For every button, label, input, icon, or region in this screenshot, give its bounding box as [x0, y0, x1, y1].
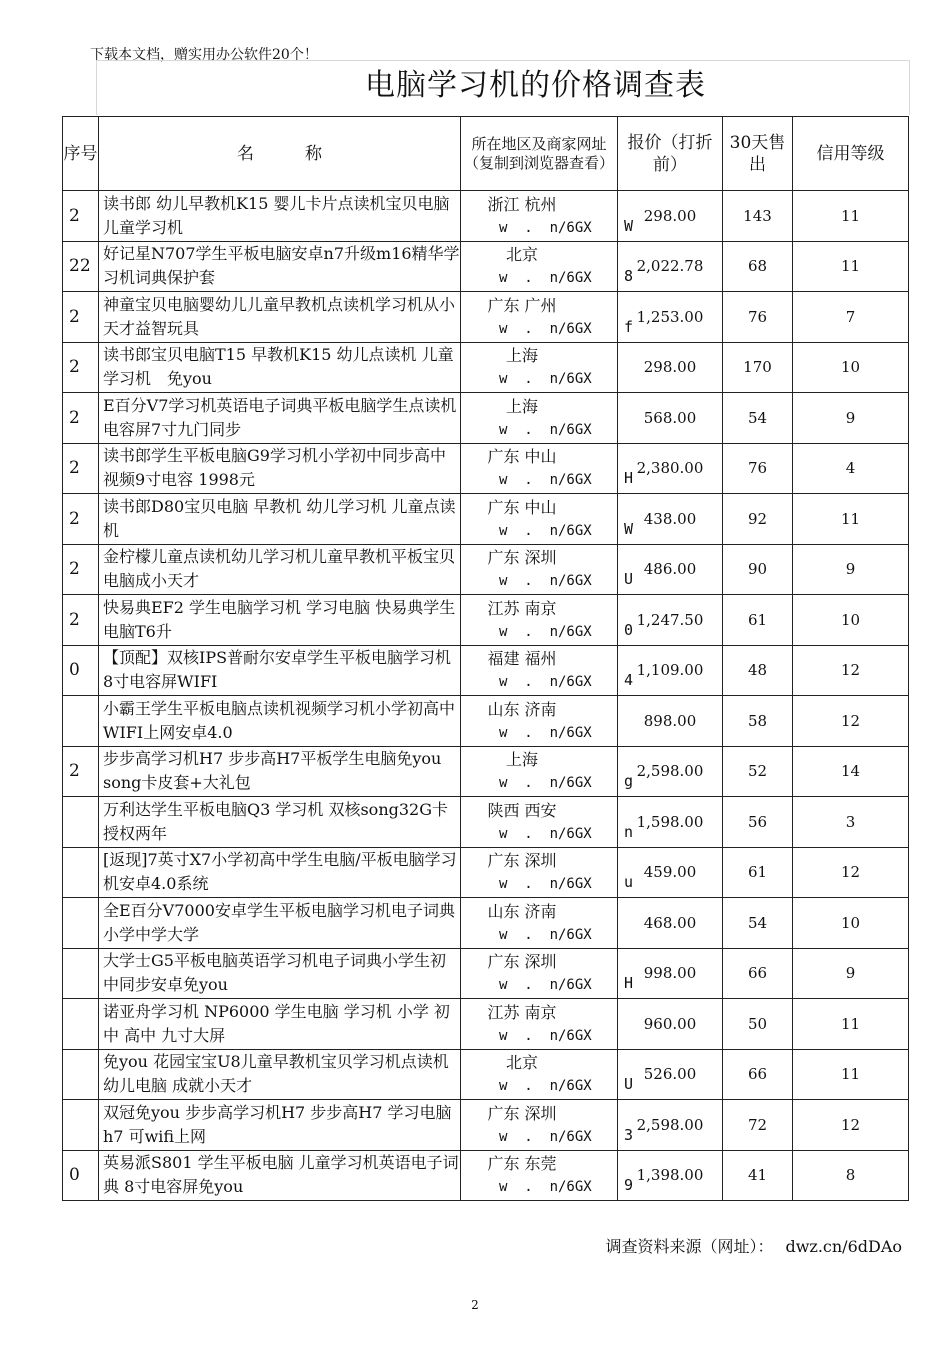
row-no: 2: [63, 342, 99, 393]
location-text: 江苏 南京: [487, 598, 557, 618]
row-no: 2: [63, 191, 99, 242]
sold-count: 58: [723, 696, 793, 747]
price-value: 2,022.78: [636, 257, 704, 276]
location-text: 广东 中山: [487, 447, 557, 467]
header-credit: 信用等级: [793, 117, 909, 191]
location-text: 上海: [505, 346, 538, 366]
sold-count: 72: [723, 1100, 793, 1151]
page-number: 2: [471, 1298, 479, 1312]
price-cell: [618, 443, 723, 494]
table-row: [63, 797, 909, 848]
table-row: [63, 746, 909, 797]
header-row: [63, 117, 909, 191]
sold-count: 61: [723, 847, 793, 898]
product-name: 大学士G5平板电脑英语学习机电子词典小学生初中同步安卓免you: [99, 948, 461, 999]
location-cell: [461, 494, 618, 545]
price-value: 2,598.00: [636, 1115, 704, 1134]
product-name: 好记星N707学生平板电脑安卓n7升级m16精华学习机词典保护套: [99, 241, 461, 292]
price-cell: [618, 999, 723, 1050]
location-cell: [461, 1150, 618, 1201]
shop-url[interactable]: w . n/6GX: [499, 674, 592, 691]
location-cell: [461, 898, 618, 949]
product-name: 神童宝贝电脑婴幼儿儿童早教机点读机学习机从小天才益智玩具: [99, 292, 461, 343]
location-text: 广东 深圳: [487, 952, 557, 972]
shop-url[interactable]: w . n/6GX: [499, 1078, 592, 1095]
location-cell: [461, 1100, 618, 1151]
location-text: 浙江 杭州: [487, 194, 557, 214]
page-title: 电脑学习机的价格调查表: [365, 68, 706, 103]
credit-level: 11: [793, 191, 909, 242]
table-row: [63, 292, 909, 343]
source-label: 调查资料来源（网址）：: [605, 1237, 774, 1256]
location-cell: [461, 342, 618, 393]
credit-level: 12: [793, 696, 909, 747]
location-cell: [461, 241, 618, 292]
shop-url[interactable]: w . n/6GX: [499, 876, 592, 893]
credit-level: 9: [793, 544, 909, 595]
location-text: 广东 深圳: [487, 851, 557, 871]
credit-level: 3: [793, 797, 909, 848]
shop-url[interactable]: w . n/6GX: [499, 522, 592, 539]
credit-level: 11: [793, 494, 909, 545]
price-cell: [618, 746, 723, 797]
row-no: [63, 797, 99, 848]
location-text: 福建 福州: [487, 649, 557, 669]
header-sold: 30天售出: [723, 117, 793, 191]
sold-count: 41: [723, 1150, 793, 1201]
shop-url[interactable]: w . n/6GX: [499, 825, 592, 842]
price-cell: [618, 292, 723, 343]
location-cell: [461, 746, 618, 797]
price-value: 1,109.00: [636, 661, 704, 680]
table-row: [63, 696, 909, 747]
location-cell: [461, 948, 618, 999]
product-name: 快易典EF2 学生电脑学习机 学习电脑 快易典学生电脑T6升: [99, 595, 461, 646]
price-mark: U: [624, 1075, 634, 1093]
product-name: 读书郎宝贝电脑T15 早教机K15 幼儿点读机 儿童学习机 免you: [99, 342, 461, 393]
price-mark: U: [624, 570, 634, 588]
credit-level: 10: [793, 342, 909, 393]
sold-count: 143: [723, 191, 793, 242]
price-value: 298.00: [643, 358, 697, 377]
price-mark: n: [624, 822, 634, 841]
location-text: 广东 深圳: [487, 548, 557, 568]
location-cell: [461, 847, 618, 898]
credit-level: 11: [793, 1049, 909, 1100]
shop-url[interactable]: w . n/6GX: [499, 219, 592, 236]
price-cell: [618, 898, 723, 949]
price-mark: W: [624, 519, 634, 538]
location-cell: [461, 544, 618, 595]
sold-count: 76: [723, 443, 793, 494]
price-value: 998.00: [643, 964, 697, 983]
location-cell: [461, 191, 618, 242]
row-no: 2: [63, 292, 99, 343]
row-no: [63, 1100, 99, 1151]
price-cell: [618, 595, 723, 646]
price-cell: [618, 797, 723, 848]
price-value: 1,598.00: [636, 812, 704, 831]
price-cell: [618, 393, 723, 444]
product-name: 步步高学习机H7 步步高H7平板学生电脑免you song卡皮套+大礼包: [99, 746, 461, 797]
location-text: 江苏 南京: [487, 1002, 557, 1022]
shop-url[interactable]: w . n/6GX: [499, 977, 592, 994]
price-value: 438.00: [643, 509, 697, 528]
source-url[interactable]: dwz.cn/6dDAo: [785, 1237, 902, 1256]
table-row: [63, 1150, 909, 1201]
price-mark: H: [624, 974, 634, 992]
row-no: 2: [63, 595, 99, 646]
table-row: [63, 948, 909, 999]
row-no: 2: [63, 746, 99, 797]
location-text: 广东 广州: [487, 295, 557, 315]
row-no: 2: [63, 393, 99, 444]
credit-level: 11: [793, 999, 909, 1050]
table-row: [63, 1100, 909, 1151]
table-row: [63, 393, 909, 444]
table-row: [63, 1049, 909, 1100]
location-text: 广东 东莞: [487, 1154, 557, 1174]
table-row: [63, 191, 909, 242]
shop-url[interactable]: w . n/6GX: [499, 573, 592, 590]
credit-level: 10: [793, 595, 909, 646]
price-cell: [618, 1049, 723, 1100]
price-value: 459.00: [643, 863, 697, 882]
location-cell: [461, 797, 618, 848]
row-no: 2: [63, 443, 99, 494]
table-row: [63, 544, 909, 595]
sold-count: 66: [723, 948, 793, 999]
credit-level: 14: [793, 746, 909, 797]
price-survey-table: [62, 116, 909, 1201]
row-no: [63, 696, 99, 747]
source-note: [605, 1234, 902, 1257]
price-value: 960.00: [643, 1014, 697, 1033]
row-no: 2: [63, 494, 99, 545]
location-text: 山东 济南: [487, 901, 557, 921]
table-row: [63, 241, 909, 292]
price-value: 2,598.00: [636, 762, 704, 781]
table-row: [63, 595, 909, 646]
price-cell: [618, 544, 723, 595]
location-text: 北京: [505, 245, 538, 265]
header-no: 序号: [63, 117, 99, 191]
location-cell: [461, 999, 618, 1050]
price-value: 568.00: [643, 408, 697, 427]
row-no: 0: [63, 645, 99, 696]
price-mark: 9: [624, 1176, 634, 1194]
price-value: 468.00: [643, 913, 697, 932]
row-no: [63, 948, 99, 999]
product-name: 万利达学生平板电脑Q3 学习机 双核song32G卡 授权两年: [99, 797, 461, 848]
download-note: 下载本文档，赠实用办公软件20个！: [90, 47, 318, 63]
credit-level: 8: [793, 1150, 909, 1201]
location-cell: [461, 696, 618, 747]
location-cell: [461, 645, 618, 696]
price-mark: 8: [624, 267, 634, 285]
location-text: 广东 中山: [487, 497, 557, 517]
product-name: 全E百分V7000安卓学生平板电脑学习机电子词典小学中学大学: [99, 898, 461, 949]
product-name: 免you 花园宝宝U8儿童早教机宝贝学习机点读机幼儿电脑 成就小天才: [99, 1049, 461, 1100]
shop-url[interactable]: w . n/6GX: [499, 320, 592, 337]
price-value: 526.00: [643, 1065, 697, 1084]
price-value: 1,398.00: [636, 1166, 704, 1185]
product-name: 读书郎学生平板电脑G9学习机小学初中同步高中视频9寸电容 1998元: [99, 443, 461, 494]
credit-level: 10: [793, 898, 909, 949]
price-cell: [618, 1150, 723, 1201]
product-name: [返现]7英寸X7小学初高中学生电脑/平板电脑学习机安卓4.0系统: [99, 847, 461, 898]
table-row: [63, 342, 909, 393]
price-value: 2,380.00: [636, 459, 704, 478]
product-name: 小霸王学生平板电脑点读机视频学习机小学初高中WIFI上网安卓4.0: [99, 696, 461, 747]
sold-count: 170: [723, 342, 793, 393]
shop-url[interactable]: w . n/6GX: [499, 371, 592, 388]
location-text: 北京: [505, 1053, 538, 1073]
price-mark: u: [624, 873, 634, 891]
product-name: 英易派S801 学生平板电脑 儿童学习机英语电子词典 8寸电容屏免you: [99, 1150, 461, 1201]
price-cell: [618, 191, 723, 242]
credit-level: 12: [793, 1100, 909, 1151]
location-cell: [461, 1049, 618, 1100]
sold-count: 48: [723, 645, 793, 696]
price-value: 1,253.00: [636, 307, 704, 326]
header-price: 报价（打折前）: [618, 117, 723, 191]
shop-url[interactable]: w . n/6GX: [499, 926, 592, 943]
row-no: [63, 898, 99, 949]
row-no: [63, 847, 99, 898]
price-mark: 3: [624, 1125, 634, 1144]
shop-url[interactable]: w . n/6GX: [499, 724, 592, 741]
shop-url[interactable]: w . n/6GX: [499, 1179, 592, 1196]
price-cell: [618, 342, 723, 393]
product-name: 读书郎 幼儿早教机K15 婴儿卡片点读机宝贝电脑 儿童学习机: [99, 191, 461, 242]
product-name: E百分V7学习机英语电子词典平板电脑学生点读机电容屏7寸九门同步: [99, 393, 461, 444]
table-row: [63, 494, 909, 545]
price-cell: [618, 948, 723, 999]
product-name: 金柠檬儿童点读机幼儿学习机儿童早教机平板宝贝电脑成小天才: [99, 544, 461, 595]
location-text: 广东 深圳: [487, 1103, 557, 1123]
shop-url[interactable]: w . n/6GX: [499, 1128, 592, 1145]
sold-count: 92: [723, 494, 793, 545]
header-name: 名 称: [99, 117, 461, 191]
product-name: 【顶配】双核IPS普耐尔安卓学生平板电脑学习机 8寸电容屏WIFI: [99, 645, 461, 696]
header-location: 所在地区及商家网址（复制到浏览器查看）: [461, 117, 618, 191]
table-row: [63, 999, 909, 1050]
shop-url[interactable]: w . n/6GX: [499, 623, 592, 640]
shop-url[interactable]: w . n/6GX: [499, 421, 592, 438]
sold-count: 90: [723, 544, 793, 595]
sold-count: 61: [723, 595, 793, 646]
location-text: 山东 济南: [487, 699, 557, 719]
price-cell: [618, 645, 723, 696]
price-cell: [618, 847, 723, 898]
price-value: 1,247.50: [636, 610, 704, 629]
row-no: 22: [63, 241, 99, 292]
product-name: 读书郎D80宝贝电脑 早教机 幼儿学习机 儿童点读机: [99, 494, 461, 545]
price-mark: 4: [624, 671, 634, 689]
sold-count: 66: [723, 1049, 793, 1100]
sold-count: 54: [723, 393, 793, 444]
shop-url[interactable]: w . n/6GX: [499, 472, 592, 489]
price-mark: 0: [624, 620, 634, 639]
row-no: [63, 1049, 99, 1100]
credit-level: 9: [793, 948, 909, 999]
product-name: 诺亚舟学习机 NP6000 学生电脑 学习机 小学 初中 高中 九寸大屏: [99, 999, 461, 1050]
credit-level: 4: [793, 443, 909, 494]
credit-level: 11: [793, 241, 909, 292]
credit-level: 9: [793, 393, 909, 444]
price-cell: [618, 696, 723, 747]
location-cell: [461, 443, 618, 494]
sold-count: 68: [723, 241, 793, 292]
sold-count: 76: [723, 292, 793, 343]
credit-level: 7: [793, 292, 909, 343]
table-row: [63, 443, 909, 494]
shop-url[interactable]: w . n/6GX: [499, 775, 592, 792]
row-no: 2: [63, 544, 99, 595]
row-no: [63, 999, 99, 1050]
row-no: 0: [63, 1150, 99, 1201]
product-name: 双冠免you 步步高学习机H7 步步高H7 学习电脑h7 可wifi上网: [99, 1100, 461, 1151]
price-mark: W: [624, 216, 634, 235]
price-cell: [618, 494, 723, 545]
location-text: 陕西 西安: [487, 800, 557, 820]
sold-count: 54: [723, 898, 793, 949]
sold-count: 52: [723, 746, 793, 797]
table-row: [63, 847, 909, 898]
price-value: 486.00: [643, 560, 697, 579]
price-mark: g: [624, 772, 634, 790]
table-row: [63, 898, 909, 949]
shop-url[interactable]: w . n/6GX: [499, 270, 592, 287]
location-cell: [461, 292, 618, 343]
price-value: 298.00: [643, 206, 697, 225]
price-cell: [618, 241, 723, 292]
sold-count: 56: [723, 797, 793, 848]
location-text: 上海: [505, 396, 538, 416]
price-mark: H: [624, 469, 634, 487]
credit-level: 12: [793, 645, 909, 696]
shop-url[interactable]: w . n/6GX: [499, 1027, 592, 1044]
location-text: 上海: [505, 750, 538, 770]
credit-level: 12: [793, 847, 909, 898]
location-cell: [461, 595, 618, 646]
table-row: [63, 645, 909, 696]
sold-count: 50: [723, 999, 793, 1050]
price-mark: f: [624, 317, 634, 336]
location-cell: [461, 393, 618, 444]
price-value: 898.00: [643, 711, 697, 730]
price-cell: [618, 1100, 723, 1151]
